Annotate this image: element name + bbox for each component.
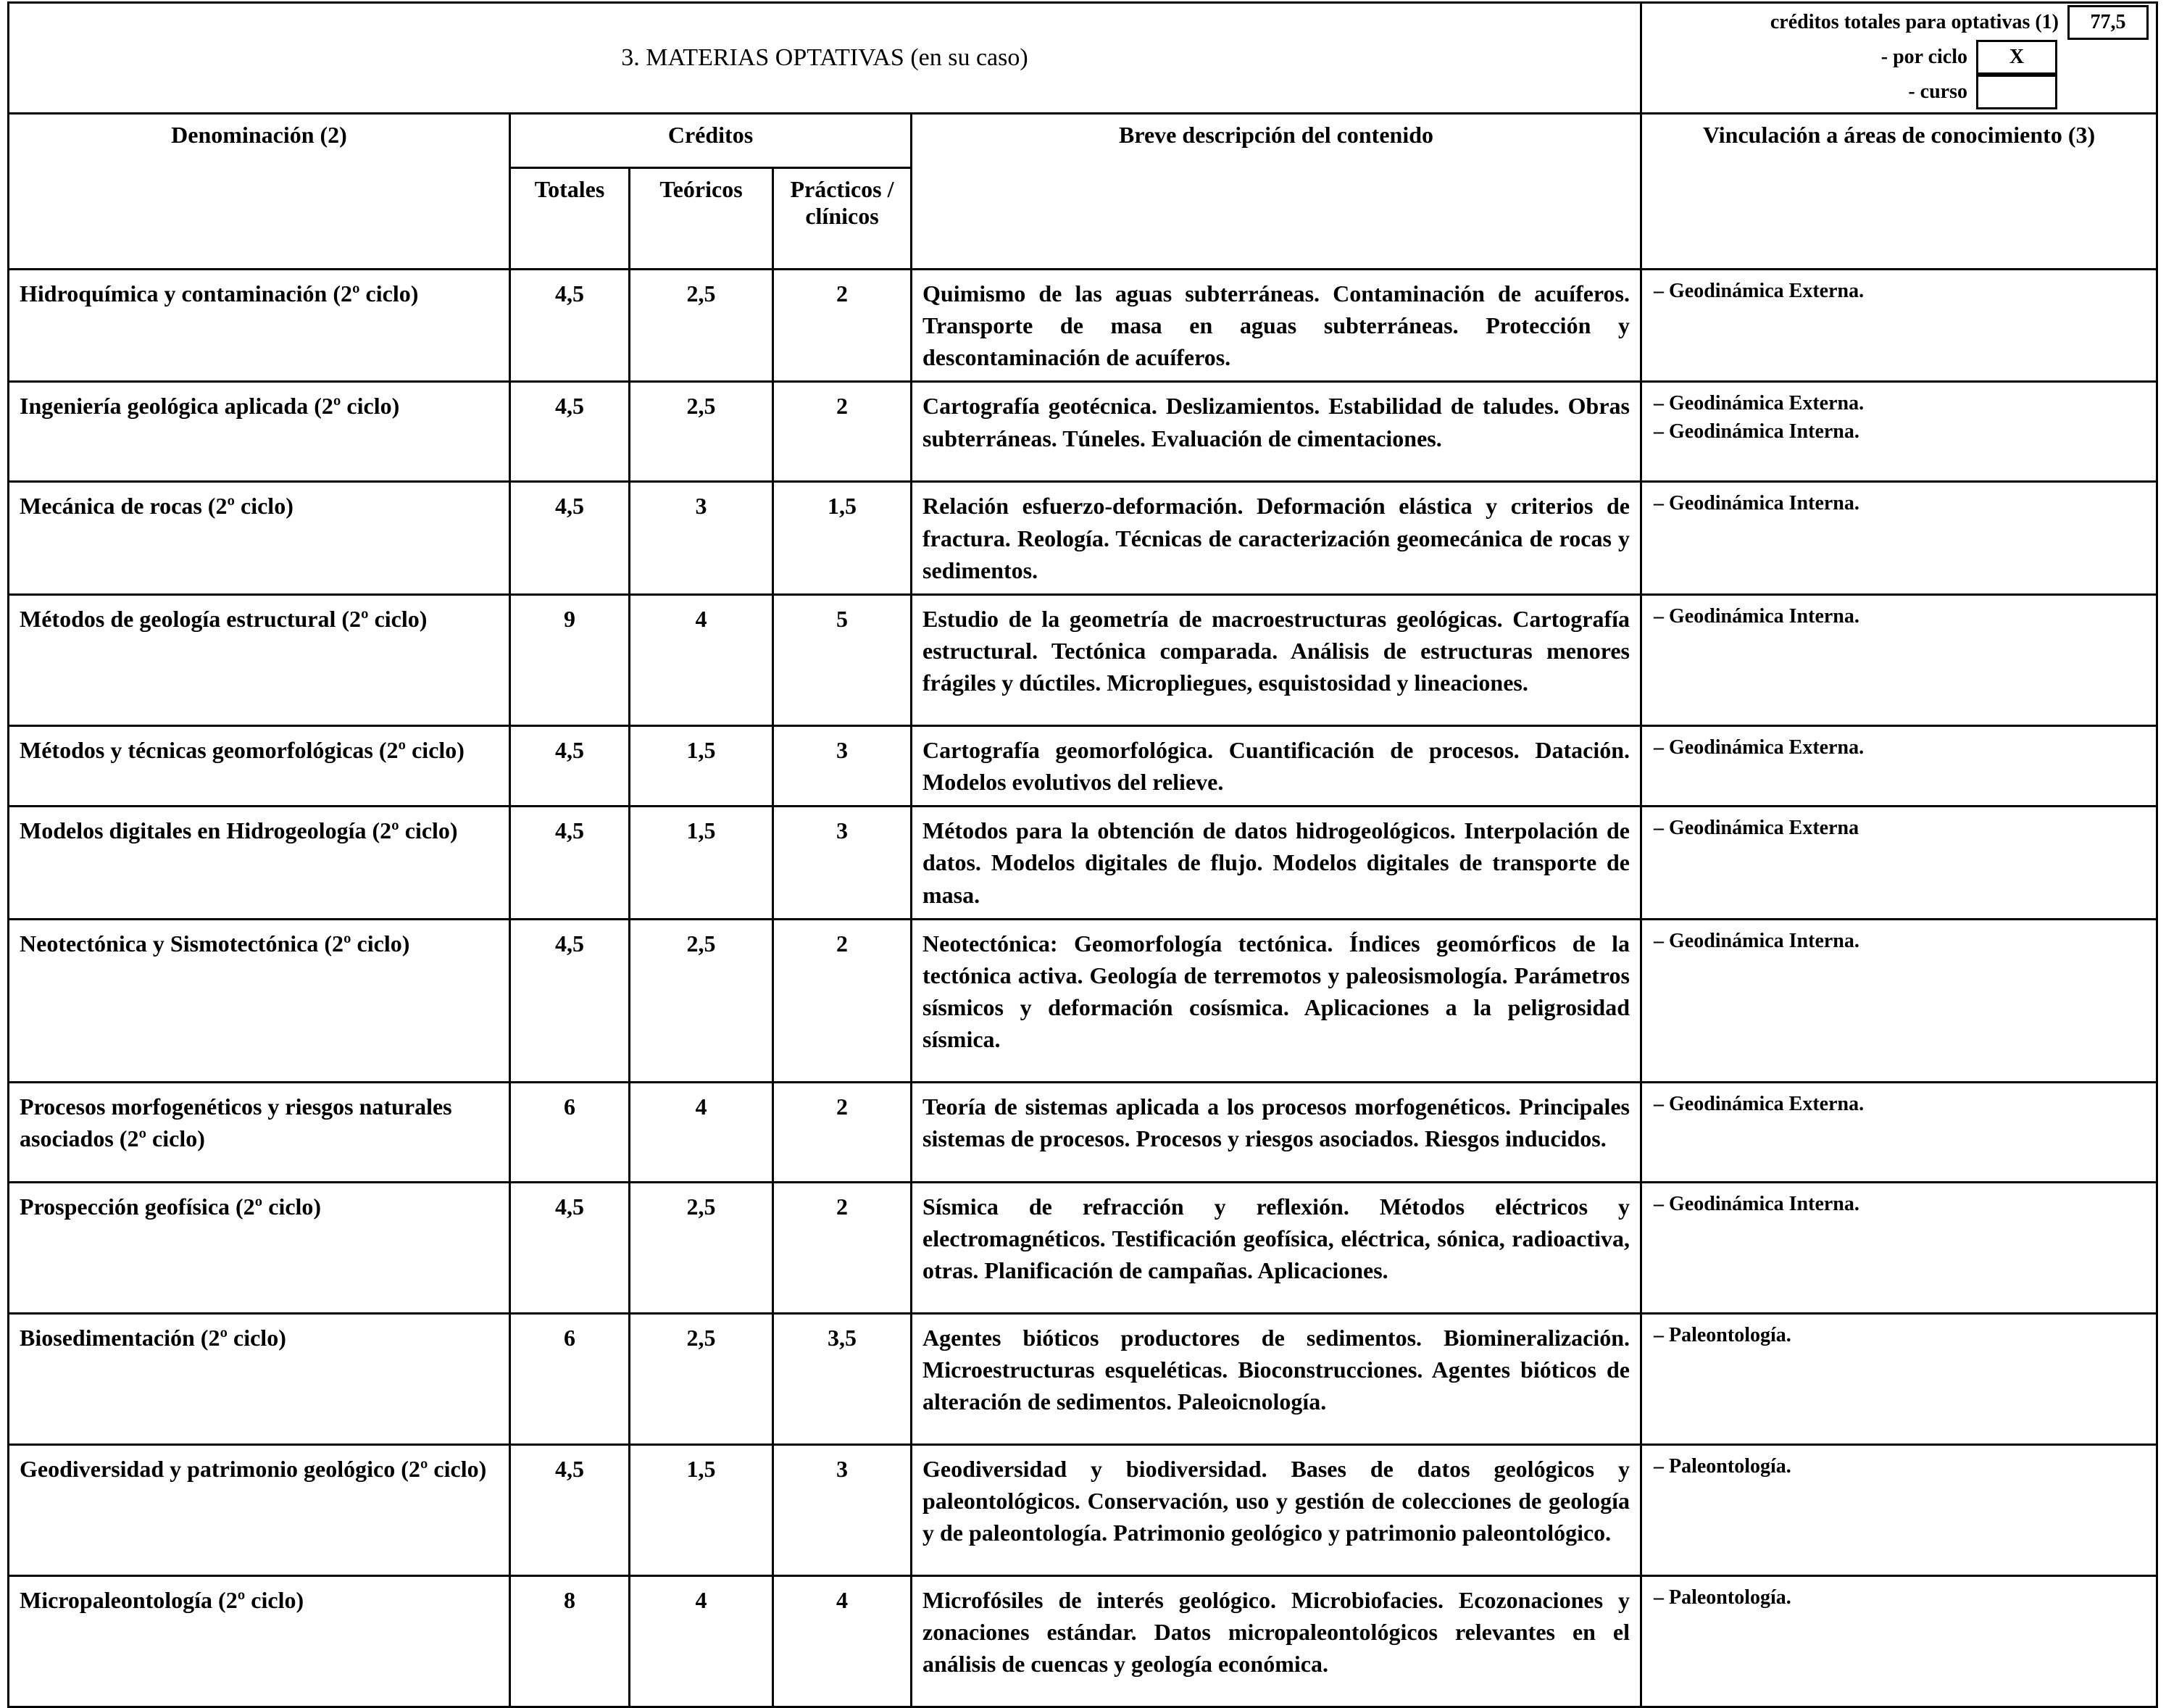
credits-practicos: 3 bbox=[773, 1444, 912, 1575]
knowledge-areas bbox=[1641, 725, 2157, 806]
subject-description: Agentes bióticos productores de sedimentos. Biomineralización. Microestructuras esqueléticas. Bioconstrucciones. Agentes bióticos de alteración de sedimentos. Paleoicnología. bbox=[912, 1313, 1641, 1444]
curso-line bbox=[1908, 75, 2057, 109]
table-row bbox=[9, 807, 2157, 919]
credits-total-value: 77,5 bbox=[2067, 5, 2149, 40]
credits-teoricos: 4 bbox=[630, 1082, 773, 1182]
col-vinculacion: Vinculación a áreas de conocimiento (3) bbox=[1641, 114, 2157, 270]
subject-description: Estudio de la geometría de macroestructuras geológicas. Cartografía estructural. Tectónica comparada. Análisis de estructuras menores frágiles y dúctiles. Micropliegues, esquistosidad y lineaciones. bbox=[912, 594, 1641, 725]
area-item: – Geodinámica Externa. bbox=[1654, 736, 1865, 759]
credits-totales: 8 bbox=[510, 1575, 630, 1707]
por-ciclo-value: X bbox=[1976, 40, 2057, 75]
subject-description: Quimismo de las aguas subterráneas. Contaminación de acuíferos. Transporte de masa en aguas subterráneas. Protección y descontaminación de acuíferos. bbox=[912, 270, 1641, 382]
credits-practicos: 2 bbox=[773, 1082, 912, 1182]
credits-totales: 4,5 bbox=[510, 482, 630, 594]
credits-totales: 4,5 bbox=[510, 1444, 630, 1575]
credits-summary bbox=[1641, 3, 2157, 114]
col-creditos: Créditos bbox=[510, 114, 912, 168]
credits-practicos: 2 bbox=[773, 919, 912, 1082]
area-item: – Geodinámica Externa. bbox=[1654, 1092, 1865, 1115]
credits-teoricos: 1,5 bbox=[630, 807, 773, 919]
subject-description: Sísmica de refracción y reflexión. Métodos eléctricos y electromagnéticos. Testificación geofísica, eléctrica, sónica, radioactiva, otras. Planificación de campañas. Aplicaciones. bbox=[912, 1182, 1641, 1313]
subject-name: Métodos de geología estructural (2º ciclo) bbox=[9, 594, 510, 725]
credits-teoricos: 4 bbox=[630, 594, 773, 725]
knowledge-areas bbox=[1641, 1313, 2157, 1444]
credits-teoricos: 2,5 bbox=[630, 1182, 773, 1313]
credits-practicos: 4 bbox=[773, 1575, 912, 1707]
table-row bbox=[9, 1444, 2157, 1575]
credits-practicos: 2 bbox=[773, 270, 912, 382]
area-item: – Geodinámica Interna. bbox=[1654, 420, 1859, 443]
subject-description: Geodiversidad y biodiversidad. Bases de datos geológicos y paleontológicos. Conservación, uso y gestión de colecciones de geología y de paleontología. Patrimonio geológico y patrimonio paleontológico. bbox=[912, 1444, 1641, 1575]
subject-description: Métodos para la obtención de datos hidrogeológicos. Interpolación de datos. Modelos digitales de flujo. Modelos digitales de transporte de masa. bbox=[912, 807, 1641, 919]
por-ciclo-label: - por ciclo bbox=[1880, 46, 1967, 68]
knowledge-areas bbox=[1641, 919, 2157, 1082]
area-item: – Geodinámica Externa bbox=[1654, 817, 1859, 840]
area-item: – Geodinámica Interna. bbox=[1654, 604, 1859, 628]
subject-description: Cartografía geotécnica. Deslizamientos. Estabilidad de taludes. Obras subterráneas. Túneles. Evaluación de cimentaciones. bbox=[912, 382, 1641, 482]
table-row bbox=[9, 482, 2157, 594]
credits-practicos: 2 bbox=[773, 1182, 912, 1313]
credits-totales: 4,5 bbox=[510, 270, 630, 382]
credits-totales: 6 bbox=[510, 1082, 630, 1182]
area-item: – Paleontología. bbox=[1654, 1323, 1791, 1346]
credits-teoricos: 2,5 bbox=[630, 270, 773, 382]
curso-label: - curso bbox=[1908, 80, 1967, 103]
table-row bbox=[9, 1182, 2157, 1313]
credits-totales: 4,5 bbox=[510, 382, 630, 482]
knowledge-areas bbox=[1641, 270, 2157, 382]
credits-practicos: 1,5 bbox=[773, 482, 912, 594]
col-descripcion: Breve descripción del contenido bbox=[912, 114, 1641, 270]
area-item: – Geodinámica Externa. bbox=[1654, 392, 1865, 415]
subject-name: Neotectónica y Sismotectónica (2º ciclo) bbox=[9, 919, 510, 1082]
credits-teoricos: 3 bbox=[630, 482, 773, 594]
area-item: – Geodinámica Interna. bbox=[1654, 492, 1859, 515]
table-row bbox=[9, 382, 2157, 482]
subject-description: Neotectónica: Geomorfología tectónica. Índices geomórficos de la tectónica activa. Geología de terremotos y paleosismología. Parámetros sísmicos y deformación cosísmica. Aplicaciones a la peligrosidad sísmica. bbox=[912, 919, 1641, 1082]
table-row bbox=[9, 270, 2157, 382]
credits-teoricos: 1,5 bbox=[630, 1444, 773, 1575]
credits-teoricos: 2,5 bbox=[630, 382, 773, 482]
knowledge-areas bbox=[1641, 1444, 2157, 1575]
area-item: – Geodinámica Externa. bbox=[1654, 280, 1865, 302]
credits-total-line bbox=[1770, 5, 2149, 40]
subject-name: Micropaleontología (2º ciclo) bbox=[9, 1575, 510, 1707]
por-ciclo-line bbox=[1881, 40, 2057, 75]
credits-practicos: 3 bbox=[773, 807, 912, 919]
subject-name: Prospección geofísica (2º ciclo) bbox=[9, 1182, 510, 1313]
section-title: 3. MATERIAS OPTATIVAS (en su caso) bbox=[9, 3, 1641, 114]
knowledge-areas bbox=[1641, 382, 2157, 482]
credits-teoricos: 1,5 bbox=[630, 725, 773, 806]
credits-teoricos: 2,5 bbox=[630, 919, 773, 1082]
credits-totales: 4,5 bbox=[510, 919, 630, 1082]
subject-description: Cartografía geomorfológica. Cuantificación de procesos. Datación. Modelos evolutivos del relieve. bbox=[912, 725, 1641, 806]
credits-totales: 4,5 bbox=[510, 1182, 630, 1313]
subject-name: Mecánica de rocas (2º ciclo) bbox=[9, 482, 510, 594]
area-item: – Geodinámica Interna. bbox=[1654, 929, 1859, 952]
curso-value bbox=[1976, 75, 2057, 109]
header-table bbox=[7, 1, 2158, 114]
table-row bbox=[9, 1313, 2157, 1444]
optativas-table bbox=[7, 112, 2158, 1708]
subject-name: Métodos y técnicas geomorfológicas (2º ciclo) bbox=[9, 725, 510, 806]
knowledge-areas bbox=[1641, 482, 2157, 594]
area-item: – Paleontología. bbox=[1654, 1454, 1791, 1478]
credits-teoricos: 2,5 bbox=[630, 1313, 773, 1444]
subject-name: Ingeniería geológica aplicada (2º ciclo) bbox=[9, 382, 510, 482]
credits-totales: 6 bbox=[510, 1313, 630, 1444]
table-row bbox=[9, 919, 2157, 1082]
col-teoricos: Teóricos bbox=[630, 168, 773, 270]
subject-description: Teoría de sistemas aplicada a los procesos morfogenéticos. Principales sistemas de procesos. Procesos y riesgos asociados. Riesgos inducidos. bbox=[912, 1082, 1641, 1182]
table-row bbox=[9, 725, 2157, 806]
subject-name: Procesos morfogenéticos y riesgos naturales asociados (2º ciclo) bbox=[9, 1082, 510, 1182]
credits-total-label: créditos totales para optativas (1) bbox=[1770, 11, 2059, 33]
knowledge-areas bbox=[1641, 1575, 2157, 1707]
knowledge-areas bbox=[1641, 1082, 2157, 1182]
credits-practicos: 5 bbox=[773, 594, 912, 725]
subject-name: Modelos digitales en Hidrogeología (2º ciclo) bbox=[9, 807, 510, 919]
credits-totales: 9 bbox=[510, 594, 630, 725]
credits-practicos: 2 bbox=[773, 382, 912, 482]
col-totales: Totales bbox=[510, 168, 630, 270]
table-row bbox=[9, 594, 2157, 725]
table-body bbox=[9, 270, 2157, 1707]
area-item: – Geodinámica Interna. bbox=[1654, 1192, 1859, 1215]
knowledge-areas bbox=[1641, 807, 2157, 919]
credits-teoricos: 4 bbox=[630, 1575, 773, 1707]
knowledge-areas bbox=[1641, 594, 2157, 725]
credits-totales: 4,5 bbox=[510, 807, 630, 919]
subject-name: Geodiversidad y patrimonio geológico (2º ciclo) bbox=[9, 1444, 510, 1575]
subject-name: Biosedimentación (2º ciclo) bbox=[9, 1313, 510, 1444]
subject-name: Hidroquímica y contaminación (2º ciclo) bbox=[9, 270, 510, 382]
subject-description: Microfósiles de interés geológico. Microbiofacies. Ecozonaciones y zonaciones estándar. Datos micropaleontológicos relevantes en el análisis de cuencas y geología económica. bbox=[912, 1575, 1641, 1707]
credits-totales: 4,5 bbox=[510, 725, 630, 806]
area-item: – Paleontología. bbox=[1654, 1586, 1791, 1609]
credits-practicos: 3,5 bbox=[773, 1313, 912, 1444]
col-denominacion: Denominación (2) bbox=[9, 114, 510, 270]
table-row bbox=[9, 1082, 2157, 1182]
credits-practicos: 3 bbox=[773, 725, 912, 806]
knowledge-areas bbox=[1641, 1182, 2157, 1313]
col-practicos: Prácticos / clínicos bbox=[773, 168, 912, 270]
subject-description: Relación esfuerzo-deformación. Deformación elástica y criterios de fractura. Reología. Técnicas de caracterización geomecánica de rocas y sedimentos. bbox=[912, 482, 1641, 594]
table-row bbox=[9, 1575, 2157, 1707]
